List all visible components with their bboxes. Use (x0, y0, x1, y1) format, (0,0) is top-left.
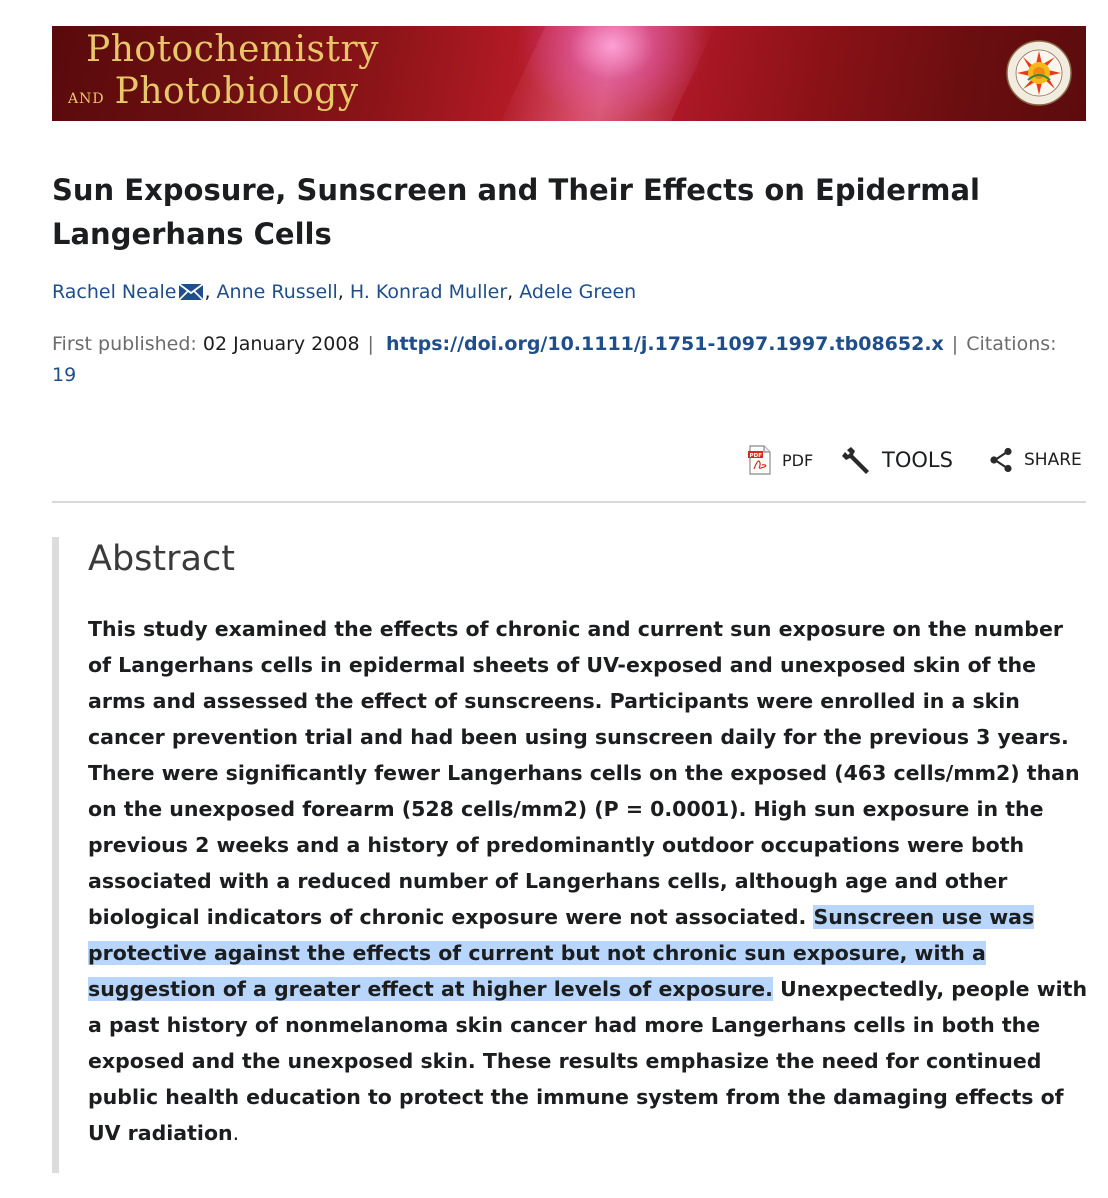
author-link[interactable]: H. Konrad Muller (349, 281, 508, 303)
abstract-heading: Abstract (88, 539, 235, 579)
author-list (52, 278, 636, 306)
abstract-highlighted-text[interactable]: Sunscreen use was protective against the effects of current but not chronic sun exposure, with a suggestion of a greater effect at higher levels of exposure. (88, 905, 1035, 1001)
article-title: Sun Exposure, Sunscreen and Their Effects on Epidermal Langerhans Cells (52, 173, 980, 251)
author-link[interactable]: Rachel Neale (52, 281, 177, 303)
author-link[interactable]: Adele Green (519, 281, 637, 303)
citations-count-link[interactable]: 19 (52, 364, 77, 386)
doi-link[interactable]: https://doi.org/10.1111/j.1751-1097.1997.tb08652.x (385, 333, 944, 355)
first-published-date: 02 January 2008 (202, 333, 360, 355)
toolbar-divider (52, 501, 1086, 503)
publication-meta (52, 329, 1082, 391)
abstract-text-before: This study examined the effects of chronic and current sun exposure on the number of Langerhans cells in epidermal sheets of UV-exposed and unexposed skin of the arms and assessed the effect of sunscreens. Participants were enrolled in a skin cancer prevention trial and had been using sunscreen daily for the previous 3 years. There were significantly fewer Langerhans cells on the exposed (463 cells/mm2) than on the unexposed forearm (528 cells/mm2) (P = 0.0001). High sun exposure in the previous 2 weeks and a history of predominantly outdoor occupations were both associated with a reduced number of Langerhans cells, although age and other biological indicators of chronic exposure were not associated. (88, 617, 1080, 929)
abstract-final-period: . (232, 1121, 240, 1145)
wrench-icon (842, 445, 872, 475)
meta-separator: | (367, 333, 374, 355)
share-icon (988, 447, 1014, 473)
society-logo-icon (1006, 40, 1072, 106)
pdf-button[interactable] (748, 440, 813, 480)
tools-button[interactable] (842, 440, 953, 480)
journal-title-line1: Photochemistry (86, 29, 380, 70)
article-toolbar (0, 440, 1108, 480)
pdf-label: PDF (782, 450, 814, 470)
banner-light-streak (489, 26, 724, 121)
journal-title-line2-wrapper (68, 71, 379, 112)
journal-title-and: and (68, 84, 105, 108)
journal-title (68, 29, 380, 112)
abstract-section (52, 537, 1099, 1173)
journal-title-line2: Photobiology (114, 71, 359, 112)
citations-label: Citations: (966, 333, 1057, 355)
share-label: SHARE (1024, 450, 1082, 470)
author-separator: , (204, 281, 211, 303)
author-separator: , (507, 281, 514, 303)
abstract-text-after: Unexpectedly, people with a past history of nonmelanoma skin cancer had more Langerhans cells in both the exposed and the unexposed skin. These results emphasize the need for continued public health education to protect the immune system from the damaging effects of UV radiation (88, 977, 1088, 1145)
share-button[interactable] (988, 440, 1082, 480)
first-published-label: First published: (52, 333, 197, 355)
abstract-text[interactable] (88, 611, 1088, 1151)
journal-banner[interactable] (52, 26, 1086, 121)
svg-text:PDF: PDF (749, 452, 763, 459)
pdf-file-icon (748, 445, 772, 475)
meta-separator: | (951, 333, 959, 355)
email-envelope-icon[interactable] (178, 283, 204, 301)
tools-label: TOOLS (882, 448, 953, 472)
author-separator: , (337, 281, 344, 303)
author-link[interactable]: Anne Russell (216, 281, 338, 303)
